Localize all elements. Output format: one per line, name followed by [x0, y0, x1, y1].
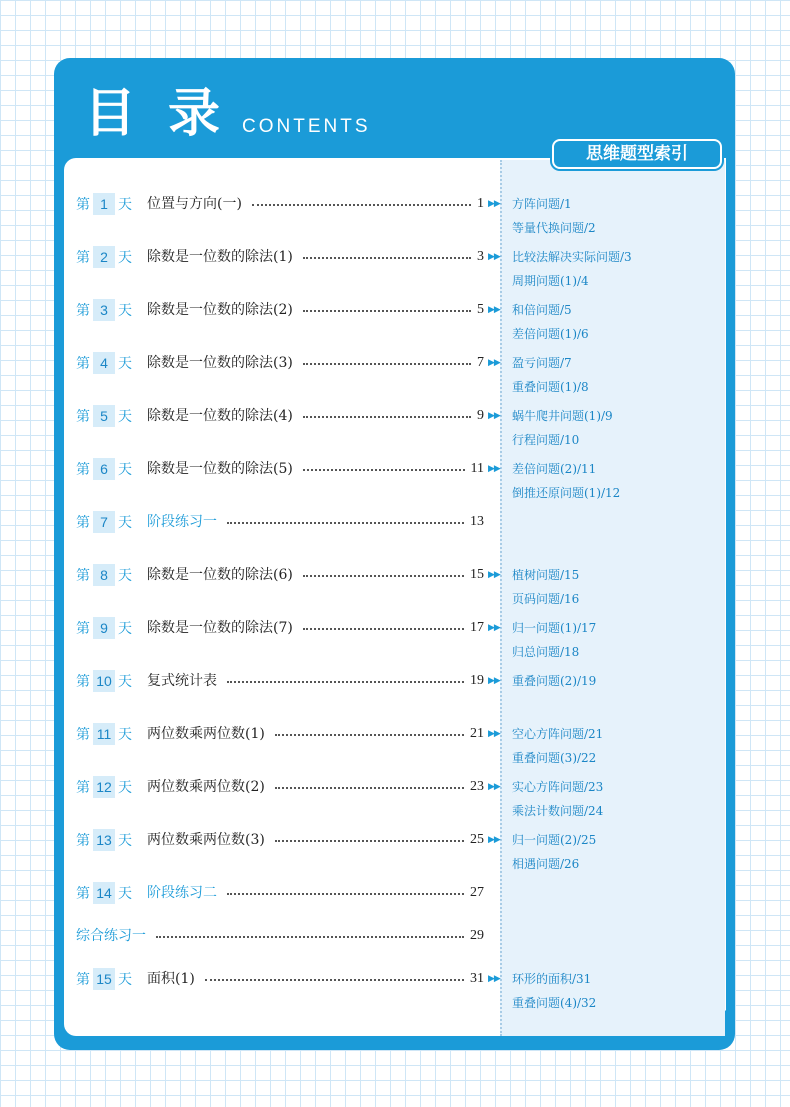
day-suffix: 天 [118, 462, 132, 478]
toc-topic: 除数是一位数的除法(4) [147, 408, 293, 424]
index-entry[interactable]: 页码问题/16 [512, 592, 580, 606]
day-prefix: 第 [76, 568, 90, 584]
index-entry[interactable]: 差倍问题(1)/6 [512, 327, 589, 341]
day-number: 10 [93, 670, 115, 692]
day-suffix: 天 [118, 833, 132, 849]
page-number: 25 [470, 832, 484, 847]
day-label [76, 882, 132, 905]
index-entry[interactable]: 实心方阵问题/23 [512, 780, 604, 794]
leader-dots [227, 522, 464, 524]
day-prefix: 第 [76, 972, 90, 988]
page-number: 1 [477, 196, 484, 211]
arrow-icon: ▶▶ [488, 623, 500, 633]
day-label [76, 246, 132, 269]
leader-dots [275, 787, 464, 789]
index-entry[interactable]: 和倍问题/5 [512, 303, 572, 317]
day-suffix: 天 [118, 250, 132, 266]
leader-dots [156, 936, 464, 938]
day-prefix: 第 [76, 250, 90, 266]
leader-dots [227, 681, 464, 683]
index-entry[interactable]: 乘法计数问题/24 [512, 804, 604, 818]
toc-row[interactable] [76, 882, 496, 904]
page-title: 目录 [84, 84, 253, 144]
page-number: 13 [470, 514, 484, 529]
day-suffix: 天 [118, 972, 132, 988]
index-entry[interactable]: 行程问题/10 [512, 433, 580, 447]
day-prefix: 第 [76, 833, 90, 849]
toc-topic: 除数是一位数的除法(7) [147, 620, 293, 636]
toc-topic: 两位数乘两位数(2) [147, 779, 265, 795]
day-label [76, 617, 132, 640]
page-number: 31 [470, 971, 484, 986]
index-entry[interactable]: 重叠问题(2)/19 [512, 674, 597, 688]
toc-row[interactable] [76, 564, 496, 586]
day-prefix: 第 [76, 462, 90, 478]
day-prefix: 第 [76, 197, 90, 213]
arrow-icon: ▶▶ [488, 729, 500, 739]
day-suffix: 天 [118, 409, 132, 425]
toc-row[interactable] [76, 670, 496, 692]
arrow-icon: ▶▶ [488, 676, 500, 686]
page-number: 19 [470, 673, 484, 688]
day-label [76, 776, 132, 799]
day-suffix: 天 [118, 727, 132, 743]
toc-row[interactable] [76, 776, 496, 798]
day-suffix: 天 [118, 621, 132, 637]
index-title: 思维题型索引 [552, 139, 722, 169]
index-entry[interactable]: 方阵问题/1 [512, 197, 572, 211]
toc-topic: 两位数乘两位数(1) [147, 726, 265, 742]
day-label [76, 352, 132, 375]
leader-dots [303, 469, 465, 471]
toc-row[interactable] [76, 299, 496, 321]
index-entry[interactable]: 归一问题(2)/25 [512, 833, 597, 847]
toc-topic: 两位数乘两位数(3) [147, 832, 265, 848]
arrow-icon: ▶▶ [488, 464, 500, 474]
index-entry[interactable]: 重叠问题(3)/22 [512, 751, 597, 765]
day-number: 13 [93, 829, 115, 851]
day-number: 9 [93, 617, 115, 639]
index-entry[interactable]: 归一问题(1)/17 [512, 621, 597, 635]
day-suffix: 天 [118, 780, 132, 796]
day-number: 12 [93, 776, 115, 798]
day-prefix: 第 [76, 621, 90, 637]
day-number: 3 [93, 299, 115, 321]
day-prefix: 第 [76, 780, 90, 796]
toc-topic: 位置与方向(一) [147, 196, 242, 212]
arrow-icon: ▶▶ [488, 835, 500, 845]
toc-row[interactable] [76, 829, 496, 851]
leader-dots [275, 840, 464, 842]
page-number: 29 [470, 928, 484, 943]
toc-row[interactable] [76, 193, 496, 215]
day-label [76, 670, 132, 693]
index-entry[interactable]: 倒推还原问题(1)/12 [512, 486, 621, 500]
index-entry[interactable]: 相遇问题/26 [512, 857, 580, 871]
day-suffix: 天 [118, 197, 132, 213]
page-number: 15 [470, 567, 484, 582]
toc-row[interactable] [76, 405, 496, 427]
day-suffix: 天 [118, 515, 132, 531]
toc-row[interactable] [76, 458, 496, 480]
arrow-icon: ▶▶ [488, 570, 500, 580]
leader-dots [303, 416, 471, 418]
arrow-icon: ▶▶ [488, 252, 500, 262]
toc-topic: 面积(1) [147, 971, 195, 987]
index-entry[interactable]: 重叠问题(4)/32 [512, 996, 597, 1010]
day-suffix: 天 [118, 303, 132, 319]
day-number: 8 [93, 564, 115, 586]
day-label [76, 968, 132, 991]
index-entry[interactable]: 重叠问题(1)/8 [512, 380, 589, 394]
day-label [76, 405, 132, 428]
day-suffix: 天 [118, 674, 132, 690]
toc-topic: 除数是一位数的除法(3) [147, 355, 293, 371]
day-number: 15 [93, 968, 115, 990]
page-number: 21 [470, 726, 484, 741]
page-number: 5 [477, 302, 484, 317]
day-label [76, 564, 132, 587]
index-entry[interactable]: 空心方阵问题/21 [512, 727, 604, 741]
toc-section-title: 综合练习一 [76, 928, 146, 944]
toc-topic: 复式统计表 [147, 673, 217, 689]
day-prefix: 第 [76, 356, 90, 372]
day-prefix: 第 [76, 409, 90, 425]
page-number: 9 [477, 408, 484, 423]
day-prefix: 第 [76, 515, 90, 531]
leader-dots [275, 734, 464, 736]
toc-row[interactable] [76, 352, 496, 374]
toc-row[interactable] [76, 617, 496, 639]
arrow-icon: ▶▶ [488, 358, 500, 368]
page-number: 23 [470, 779, 484, 794]
index-entry[interactable]: 比较法解决实际问题/3 [512, 250, 632, 264]
day-number: 7 [93, 511, 115, 533]
page-number: 11 [470, 461, 484, 476]
arrow-icon: ▶▶ [488, 782, 500, 792]
page-number: 7 [477, 355, 484, 370]
leader-dots [303, 310, 471, 312]
toc-topic: 除数是一位数的除法(6) [147, 567, 293, 583]
toc-row[interactable] [76, 511, 496, 533]
day-number: 2 [93, 246, 115, 268]
toc-row[interactable] [76, 246, 496, 268]
day-label [76, 299, 132, 322]
index-entry[interactable]: 蜗牛爬井问题(1)/9 [512, 409, 613, 423]
day-suffix: 天 [118, 886, 132, 902]
day-number: 11 [93, 723, 115, 745]
toc-row[interactable] [76, 925, 496, 947]
day-label [76, 511, 132, 534]
leader-dots [303, 363, 471, 365]
day-prefix: 第 [76, 303, 90, 319]
day-suffix: 天 [118, 568, 132, 584]
leader-dots [303, 257, 471, 259]
index-entry[interactable]: 差倍问题(2)/11 [512, 462, 597, 476]
toc-topic: 除数是一位数的除法(1) [147, 249, 293, 265]
toc-topic: 除数是一位数的除法(5) [147, 461, 293, 477]
day-prefix: 第 [76, 727, 90, 743]
index-entry[interactable]: 环形的面积/31 [512, 972, 592, 986]
day-prefix: 第 [76, 886, 90, 902]
leader-dots [205, 979, 464, 981]
toc-topic: 阶段练习一 [147, 514, 217, 530]
index-entry[interactable]: 植树问题/15 [512, 568, 580, 582]
arrow-icon: ▶▶ [488, 305, 500, 315]
day-number: 14 [93, 882, 115, 904]
arrow-icon: ▶▶ [488, 411, 500, 421]
day-number: 1 [93, 193, 115, 215]
toc-row[interactable] [76, 968, 496, 990]
index-entry[interactable]: 归总问题/18 [512, 645, 580, 659]
leader-dots [252, 204, 471, 206]
page-number: 27 [470, 885, 484, 900]
leader-dots [227, 893, 464, 895]
day-number: 6 [93, 458, 115, 480]
day-label [76, 193, 132, 216]
day-number: 4 [93, 352, 115, 374]
toc-topic: 阶段练习二 [147, 885, 217, 901]
day-label [76, 458, 132, 481]
leader-dots [303, 628, 464, 630]
page-title-english: CONTENTS [242, 116, 371, 137]
toc-topic: 除数是一位数的除法(2) [147, 302, 293, 318]
day-label [76, 723, 132, 746]
page-number: 3 [477, 249, 484, 264]
day-prefix: 第 [76, 674, 90, 690]
arrow-icon: ▶▶ [488, 974, 500, 984]
toc-row[interactable] [76, 723, 496, 745]
day-label [76, 829, 132, 852]
index-entry[interactable]: 周期问题(1)/4 [512, 274, 589, 288]
arrow-icon: ▶▶ [488, 199, 500, 209]
page-number: 17 [470, 620, 484, 635]
leader-dots [303, 575, 464, 577]
day-suffix: 天 [118, 356, 132, 372]
index-entry[interactable]: 等量代换问题/2 [512, 221, 596, 235]
index-entry[interactable]: 盈亏问题/7 [512, 356, 572, 370]
day-number: 5 [93, 405, 115, 427]
